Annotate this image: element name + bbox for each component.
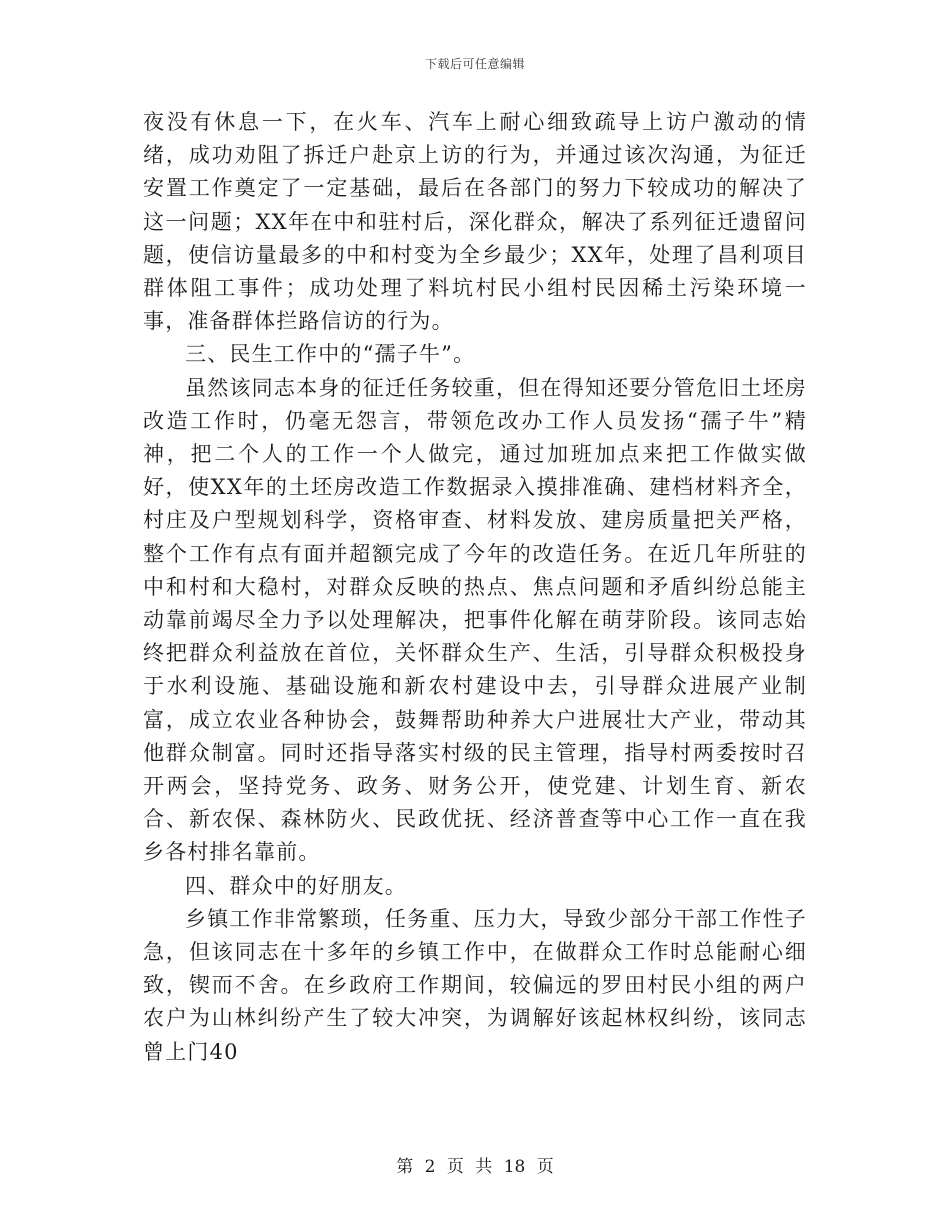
page-header-note: 下载后可任意编辑 — [424, 57, 525, 71]
paragraph-continuation: 夜没有休息一下，在火车、汽车上耐心细致疏导上访户激动的情绪，成功劝阻了拆迁户赴京上访的行为，并通过该次沟通，为征迁安置工作奠定了一定基础，最后在各部门的努力下较成功的解决了这一问题；XX年在中和驻村后，深化群众，解决了系列征迁遗留问题，使信访量最多的中和村变为全乡最少；XX年，处理了昌利项目群体阻工事件；成功处理了料坑村民小组村民因稀土污染环境一事，准备群体拦路信访的行为。 — [143, 110, 807, 334]
section-heading-4: 四、群众中的好朋友。 — [185, 873, 407, 898]
paragraph-section-4: 乡镇工作非常繁琐，任务重、压力大，导致少部分干部工作性子急，但该同志在十多年的乡镇工作中，在做群众工作时总能耐心细致，锲而不舍。在乡政府工作期间，较偏远的罗田村民小组的两户农户为山林纠纷产生了较大冲突，为调解好该起林权纠纷，该同志曾上门40 — [143, 906, 807, 1064]
paragraph-section-3: 虽然该同志本身的征迁任务较重，但在得知还要分管危旧土坯房改造工作时，仍毫无怨言，带领危改办工作人员发扬“孺子牛”精神，把二个人的工作一个人做完，通过加班加点来把工作做实做好，使XX年的土坯房改造工作数据录入摸排准确、建档材料齐全，村庄及户型规划科学，资格审查、材料发放、建房质量把关严格，整个工作有点有面并超额完成了今年的改造任务。在近几年所驻的中和村和大稳村，对群众反映的热点、焦点问题和矛盾纠纷总能主动靠前竭尽全力予以处理解决，把事件化解在萌芽阶段。该同志始终把群众利益放在首位，关怀群众生产、生活，引导群众积极投身于水利设施、基础设施和新农村建设中去，引导群众进展产业制富，成立农业各种协会，鼓舞帮助种养大户进展壮大产业，带动其他群众制富。同时还指导落实村级的民主管理，指导村两委按时召开两会，坚持党务、政务、财务公开，使党建、计划生育、新农合、新农保、森林防火、民政优抚、经济普查等中心工作一直在我乡各村排名靠前。 — [143, 375, 807, 865]
section-heading-3: 三、民生工作中的“孺子牛”。 — [185, 342, 476, 367]
page-number: 第 2 页 共 18 页 — [396, 1157, 554, 1177]
document-body — [143, 106, 807, 1069]
